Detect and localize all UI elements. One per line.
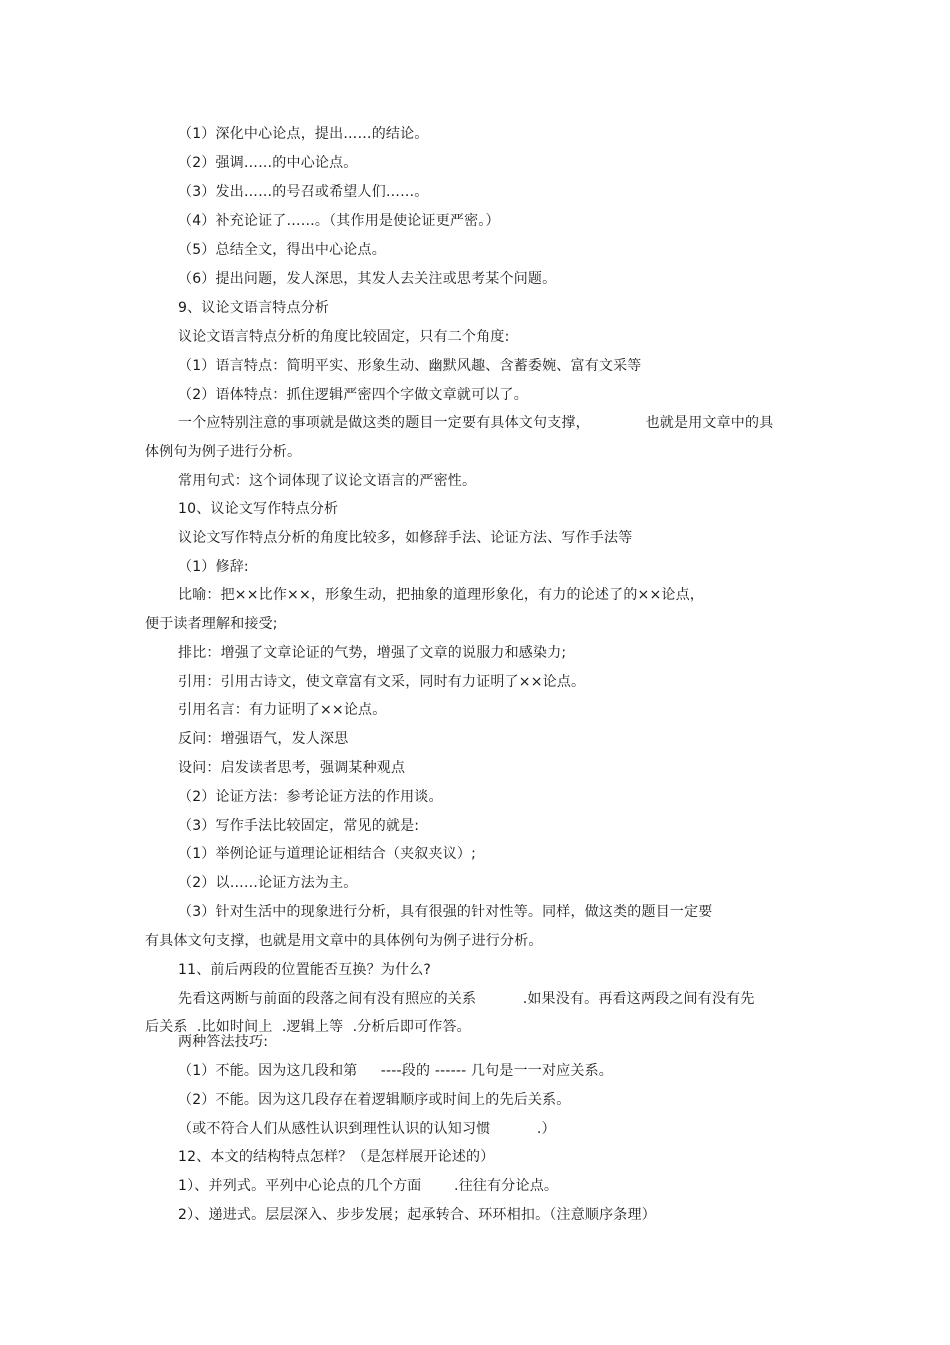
text-line: （1）不能。因为这几段和第 ----段的 ------ 几句是一一对应关系。: [178, 1063, 613, 1079]
text-line: （2）以……论证方法为主。: [178, 875, 358, 891]
text-line: （4）补充论证了……。（其作用是使论证更严密。）: [178, 213, 500, 229]
text-line: 排比：增强了文章论证的气势，增强了文章的说服力和感染力;: [178, 645, 567, 661]
text-line: 后关系 .比如时间上 .逻辑上等 .分析后即可作答。: [145, 1019, 471, 1035]
text-line: 9、议论文语言特点分析: [178, 300, 330, 316]
text-line: 便于读者理解和接受;: [145, 616, 278, 632]
text-line: 先看这两断与前面的段落之间有没有照应的关系 .如果没有。再看这两段之间有没有先: [178, 991, 755, 1007]
text-line: 议论文语言特点分析的角度比较固定，只有二个角度:: [178, 329, 510, 345]
text-line: （1）语言特点：简明平实、形象生动、幽默风趣、含蓄委婉、富有文采等: [178, 358, 642, 374]
text-line: 两种答法技巧:: [178, 1034, 269, 1050]
text-line: 引用名言：有力证明了××论点。: [178, 702, 387, 718]
text-line: （2）语体特点：抓住逻辑严密四个字做文章就可以了。: [178, 387, 528, 403]
text-line: 11、前后两段的位置能否互换？为什么?: [178, 962, 432, 978]
text-line: 体例句为例子进行分析。: [145, 444, 302, 460]
text-line: 设问：启发读者思考，强调某种观点: [178, 760, 406, 776]
text-line: 一个应特别注意的事项就是做这类的题目一定要有具体文句支撑， 也就是用文章中的具: [178, 415, 774, 431]
text-line: 比喻：把××比作××，形象生动，把抽象的道理形象化，有力的论述了的××论点，: [178, 587, 704, 603]
text-line: 12、本文的结构特点怎样？（是怎样展开论述的）: [178, 1149, 495, 1165]
text-line: 常用句式：这个词体现了议论文语言的严密性。: [178, 473, 477, 489]
text-line: （6）提出问题，发人深思，其发人去关注或思考某个问题。: [178, 271, 557, 287]
text-line: 反问：增强语气，发人深思: [178, 731, 349, 747]
text-line: （2）强调……的中心论点。: [178, 155, 358, 171]
text-line: 2）、递进式。层层深入、步步发展；起承转合、环环相扣。（注意顺序条理）: [178, 1207, 656, 1223]
text-line: （或不符合人们从感性认识到理性认识的认知习惯 .）: [178, 1121, 556, 1137]
text-line: （1）举例论证与道理论证相结合（夹叙夹议）;: [178, 846, 477, 862]
text-line: 有具体文句支撑，也就是用文章中的具体例句为例子进行分析。: [145, 933, 543, 949]
text-line: 议论文写作特点分析的角度比较多，如修辞手法、论证方法、写作手法等: [178, 530, 633, 546]
text-line: 1）、并列式。平列中心论点的几个方面 .往往有分论点。: [178, 1178, 559, 1194]
text-line: 10、议论文写作特点分析: [178, 501, 339, 517]
text-line: （3）针对生活中的现象进行分析，具有很强的针对性等。同样，做这类的题目一定要: [178, 904, 713, 920]
text-line: （3）发出……的号召或希望人们……。: [178, 184, 429, 200]
text-line: （1）深化中心论点，提出……的结论。: [178, 126, 429, 142]
text-line: （2）不能。因为这几段存在着逻辑顺序或时间上的先后关系。: [178, 1092, 571, 1108]
text-line: 引用：引用古诗文，使文章富有文采，同时有力证明了××论点。: [178, 674, 586, 690]
text-line: （5）总结全文，得出中心论点。: [178, 242, 386, 258]
text-line: （2）论证方法：参考论证方法的作用谈。: [178, 789, 443, 805]
text-line: （3）写作手法比较固定，常见的就是:: [178, 818, 420, 834]
text-line: （1）修辞:: [178, 559, 249, 575]
